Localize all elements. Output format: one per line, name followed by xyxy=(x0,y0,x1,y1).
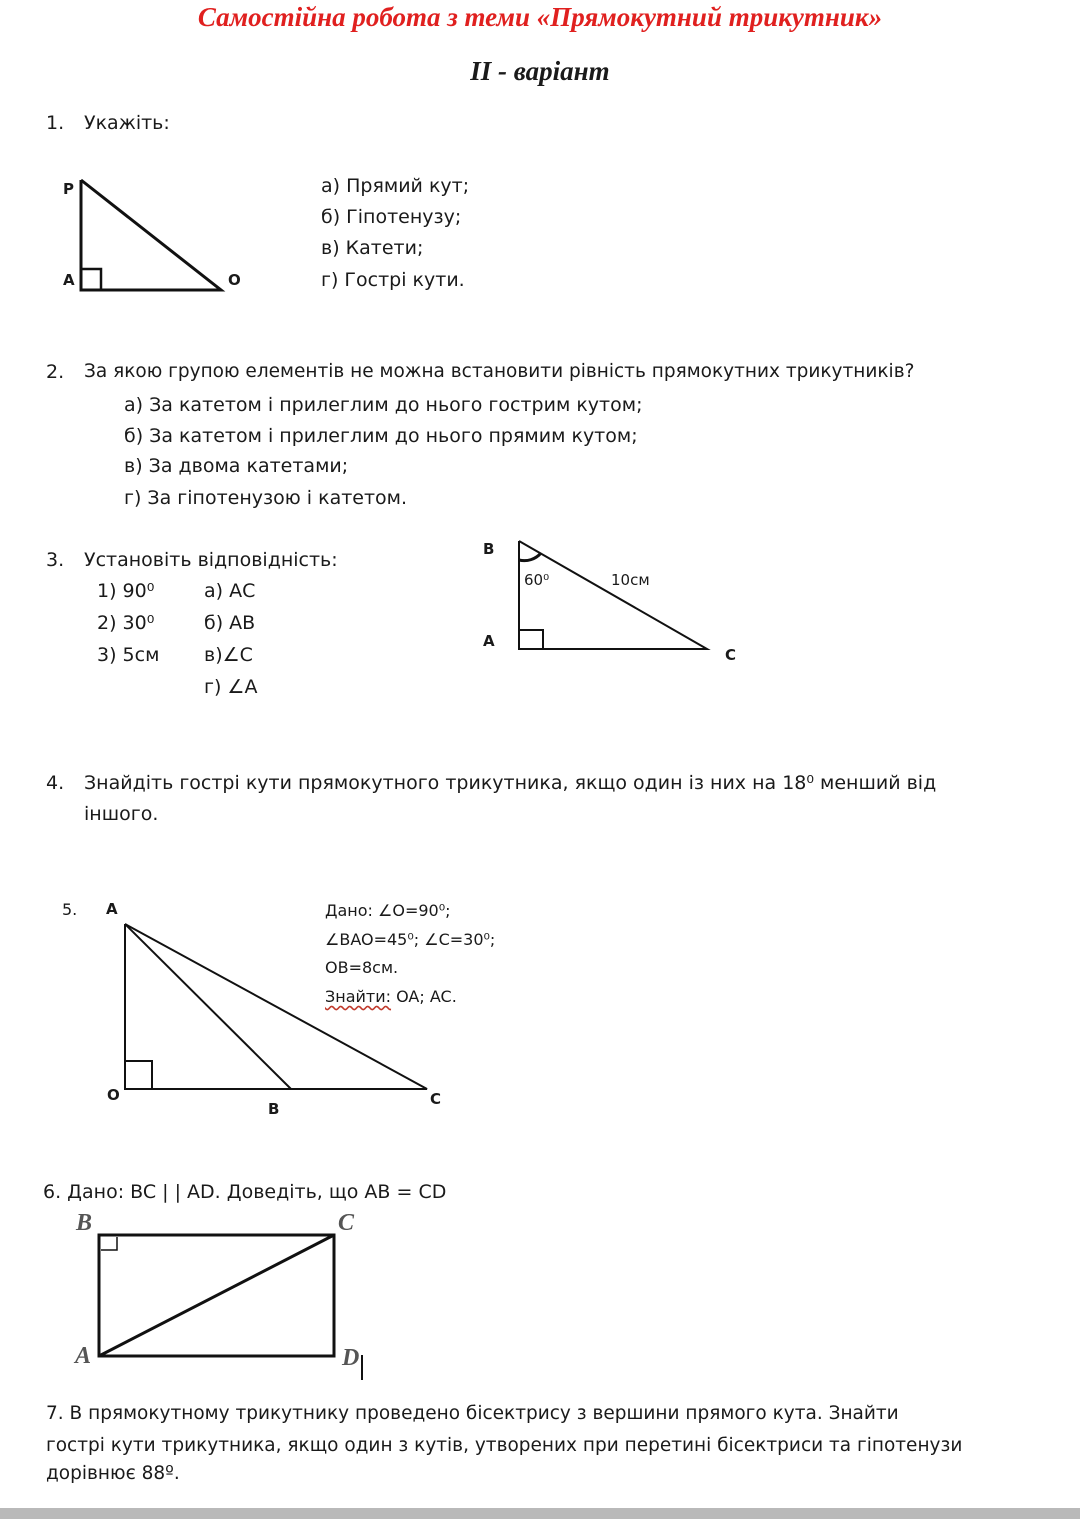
q6-rectangle xyxy=(99,1235,362,1380)
q3-left-2: 2) 30⁰ xyxy=(97,612,155,634)
q3-right-d: г) ∠А xyxy=(204,676,258,698)
q2-option-c: в) За двома катетами; xyxy=(124,455,349,477)
q6-label-c: C xyxy=(338,1210,355,1236)
q6-label-d: D xyxy=(342,1345,360,1371)
q1-prompt: Укажіть: xyxy=(84,112,170,134)
q2-number: 2. xyxy=(46,361,65,383)
q3-label-c: C xyxy=(725,646,737,664)
q2-prompt: За якою групою елементів не можна встановити рівність прямокутних трикутників? xyxy=(84,361,915,382)
q3-right-a: а) АС xyxy=(204,580,256,602)
q5-given-3: OB=8см. xyxy=(325,958,399,977)
q2-option-b: б) За катетом і прилеглим до нього прямим кутом; xyxy=(124,425,638,447)
q6-label-b: B xyxy=(76,1210,93,1236)
q3-left-1: 1) 90⁰ xyxy=(97,580,155,602)
q3-right-b: б) АВ xyxy=(204,612,256,634)
q2-option-d: г) За гіпотенузою і катетом. xyxy=(124,487,408,509)
q3-left-3: 3) 5см xyxy=(97,644,160,666)
q2-option-a: а) За катетом і прилеглим до нього гострим кутом; xyxy=(124,394,643,416)
q5-find xyxy=(325,987,457,1006)
q4-line1: Знайдіть гострі кути прямокутного трикутника, якщо один із них на 18⁰ менший від xyxy=(84,772,937,794)
q5-label-a: A xyxy=(106,900,118,918)
q1-number: 1. xyxy=(46,112,65,134)
page-title: Самостійна робота з теми «Прямокутний трикутник» xyxy=(197,2,883,32)
q5-label-o: O xyxy=(107,1086,120,1104)
q7-line1: 7. В прямокутному трикутнику проведено бісектрису з вершини прямого кута. Знайти xyxy=(46,1403,899,1424)
q5-given-2: ∠BAO=45⁰; ∠C=30⁰; xyxy=(325,930,496,949)
q3-right-c: в)∠С xyxy=(204,644,253,666)
q1-label-p: P xyxy=(63,180,74,198)
q3-number: 3. xyxy=(46,549,65,571)
q4-line2: іншого. xyxy=(84,803,159,825)
q3-hypotenuse-label: 10см xyxy=(611,571,650,589)
q7-line2: гострі кути трикутника, якщо один з кутів, утворених при перетині бісектриси та гіпотенузи xyxy=(46,1435,963,1456)
q7-line3: дорівнює 88º. xyxy=(46,1463,180,1484)
q3-label-a: A xyxy=(483,632,495,650)
variant-heading: II - варіант xyxy=(470,56,610,86)
q1-option-d: г) Гострі кути. xyxy=(321,269,465,291)
q3-label-b: B xyxy=(483,540,495,558)
q1-label-o: O xyxy=(228,271,241,289)
q5-given-1: Дано: ∠O=90⁰; xyxy=(325,901,451,920)
q1-triangle xyxy=(81,180,221,290)
q5-number: 5. xyxy=(62,900,78,919)
q1-option-b: б) Гіпотенузу; xyxy=(321,206,462,228)
q3-triangle xyxy=(519,541,707,649)
q1-option-c: в) Катети; xyxy=(321,237,424,259)
bottom-strip xyxy=(0,1508,1080,1519)
q5-find-label: Знайти: xyxy=(325,987,392,1006)
q5-label-c: C xyxy=(430,1090,442,1108)
q5-find-value: OA; AC. xyxy=(391,987,457,1006)
q1-option-a: а) Прямий кут; xyxy=(321,175,470,197)
q1-label-a: A xyxy=(63,271,75,289)
q6-text: 6. Дано: BC | | AD. Доведіть, що AB = CD xyxy=(43,1181,447,1203)
q6-label-a: A xyxy=(75,1343,92,1369)
q3-angle-label: 60⁰ xyxy=(524,571,550,589)
q5-label-b: B xyxy=(268,1100,280,1118)
q3-prompt: Установіть відповідність: xyxy=(84,549,338,571)
q4-number: 4. xyxy=(46,772,65,794)
